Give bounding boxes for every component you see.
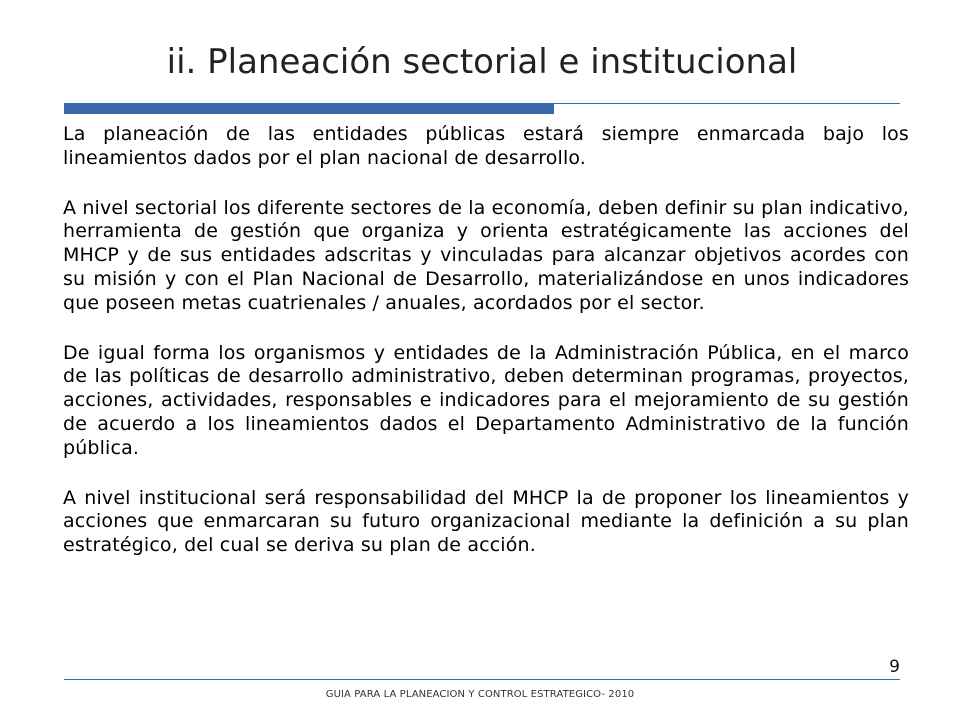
footer-divider xyxy=(64,679,900,680)
paragraph-public-administration: De igual forma los organismos y entidades de la Administración Pública, en el marco de las políticas de desarrollo administrativo, deben determinan programas, proyectos, acciones, actividades, responsables e indicadores para el mejoramiento de su gestión de acuerdo a los lineamientos dados el Departamento Administrativo de la función pública. xyxy=(63,341,909,459)
footer-caption: GUIA PARA LA PLANEACION Y CONTROL ESTRATEGICO- 2010 xyxy=(325,689,635,700)
page-number: 9 xyxy=(889,657,900,677)
paragraph-institutional-planning: A nivel institucional será responsabilidad del MHCP la de proponer los lineamientos y acciones que enmarcaran su futuro organizacional mediante la definición a su plan estratégico, del cual se deriva su plan de acción. xyxy=(63,486,909,557)
title-underline-thick-bar xyxy=(64,103,554,114)
title-underline-thin-line xyxy=(554,103,900,104)
slide-title: ii. Planeación sectorial e institucional xyxy=(166,42,798,82)
slide-body xyxy=(63,123,909,558)
paragraph-national-planning: La planeación de las entidades públicas estará siempre enmarcada bajo los lineamientos dados por el plan nacional de desarrollo. xyxy=(63,123,909,169)
paragraph-sectorial-planning: A nivel sectorial los diferente sectores de la economía, deben definir su plan indicativo, herramienta de gestión que organiza y orienta estratégicamente las acciones del MHCP y de sus entidades adscritas y vinculadas para alcanzar objetivos acordes con su misión y con el Plan Nacional de Desarrollo, materializándose en unos indicadores que poseen metas cuatrienales / anuales, acordados por el sector. xyxy=(63,196,909,314)
title-underline xyxy=(64,103,900,115)
